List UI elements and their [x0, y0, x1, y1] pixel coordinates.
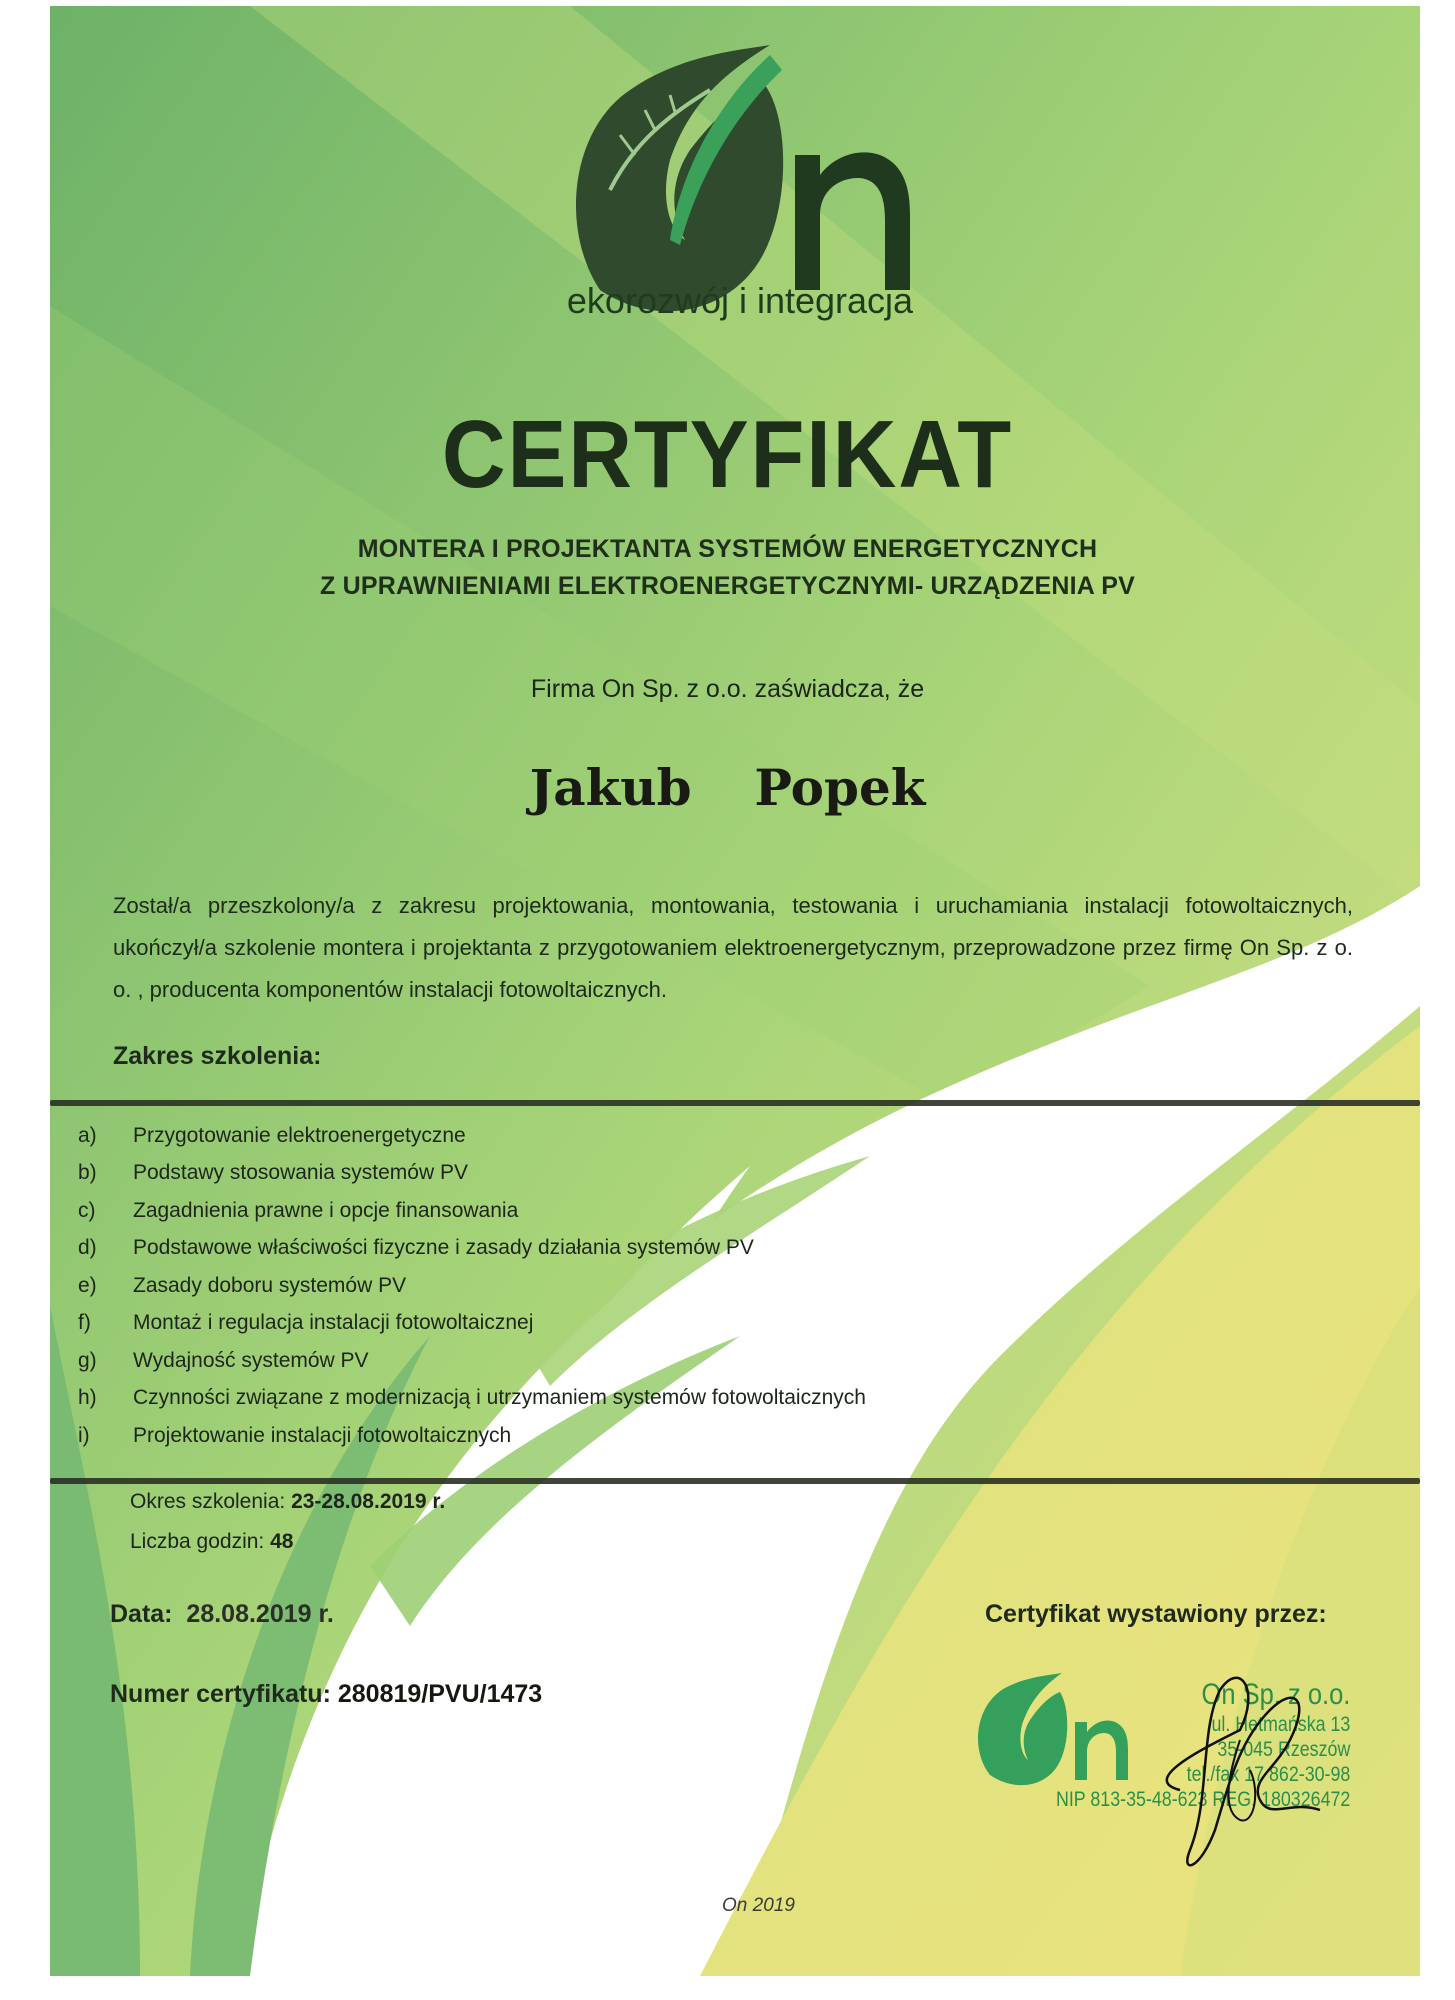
certificate-paragraph: Został/a przeszkolony/a z zakresu projektowania, montowania, testowania i uruchamiania instalacji fotowoltaicznych, ukończył/a szkolenie montera i projektanta z przygotowaniem elektroenergetycznym, przeprowadzone przez firmę On Sp. z o. o. , producenta komponentów instalacji fotowoltaicznych. — [113, 893, 1353, 1002]
scope-item-i — [78, 1417, 1178, 1455]
scope-item-e — [78, 1267, 1178, 1305]
divider-bottom — [50, 1478, 1420, 1484]
scope-item-text: Zagadnienia prawne i opcje finansowania — [133, 1198, 519, 1222]
scope-item-f — [78, 1305, 1178, 1343]
scope-item-h — [78, 1380, 1178, 1418]
certificate-number-label: Numer certyfikatu: — [110, 1680, 331, 1708]
issue-date-value: 28.08.2019 r. — [186, 1600, 334, 1628]
stamp-street: ul. Hetmańska 13 — [1211, 1713, 1350, 1736]
stamp-city: 35-045 Rzeszów — [1217, 1738, 1350, 1761]
scope-item-letter: i) — [78, 1423, 90, 1447]
scope-item-letter: h) — [78, 1386, 97, 1410]
scope-item-c — [78, 1192, 1178, 1230]
divider-top — [50, 1100, 1420, 1106]
intro-statement: Firma On Sp. z o.o. zaświadcza, że — [530, 675, 925, 703]
certificate-number-value: 280819/PVU/1473 — [337, 1680, 543, 1708]
scope-item-letter: f) — [78, 1311, 91, 1335]
scope-item-d — [78, 1230, 1178, 1268]
certificate-subtitle-line-2: Z UPRAWNIENIAMI ELEKTROENERGETYCZNYMI- URZĄDZENIA PV — [319, 572, 1136, 600]
certificate-number — [110, 1680, 542, 1709]
certificate-title: CERTYFIKAT — [441, 401, 1014, 508]
training-period-value: 23-28.08.2019 r. — [291, 1490, 446, 1513]
scope-item-b — [78, 1155, 1178, 1193]
training-hours-label: Liczba godzin: — [130, 1530, 265, 1553]
scope-item-text: Podstawowe właściwości fizyczne i zasady działania systemów PV — [133, 1236, 754, 1260]
scope-item-text: Wydajność systemów PV — [133, 1348, 369, 1372]
footer-text: On 2019 — [722, 1895, 795, 1916]
issue-date — [110, 1600, 334, 1629]
certificate-subtitle-line-1: MONTERA I PROJEKTANTA SYSTEMÓW ENERGETYCZNYCH — [357, 535, 1098, 563]
scope-item-a — [78, 1117, 1178, 1155]
company-stamp — [960, 1650, 1400, 1860]
training-hours-value: 48 — [270, 1530, 294, 1553]
training-hours — [130, 1530, 293, 1554]
scope-item-text: Zasady doboru systemów PV — [133, 1273, 407, 1297]
scope-item-text: Projektowanie instalacji fotowoltaicznych — [133, 1423, 512, 1447]
signature-icon — [1120, 1650, 1360, 1880]
scope-item-letter: a) — [78, 1123, 97, 1147]
scope-item-text: Montaż i regulacja instalacji fotowoltaicznej — [133, 1311, 534, 1335]
scope-item-text: Przygotowanie elektroenergetyczne — [133, 1123, 466, 1147]
stamp-company-name: On Sp. z o.o. — [1201, 1678, 1350, 1711]
issued-by-label: Certyfikat wystawiony przez: — [985, 1600, 1327, 1628]
scope-item-g — [78, 1342, 1178, 1380]
logo-tagline: ekorozwój i integracja — [566, 280, 914, 321]
issue-date-label: Data: — [110, 1600, 173, 1628]
training-period — [130, 1490, 445, 1514]
scope-item-letter: g) — [78, 1348, 97, 1372]
scope-item-text: Podstawy stosowania systemów PV — [133, 1161, 468, 1185]
scope-item-text: Czynności związane z modernizacją i utrzymaniem systemów fotowoltaicznych — [133, 1386, 866, 1410]
scope-item-letter: d) — [78, 1236, 97, 1260]
training-period-label: Okres szkolenia: — [130, 1490, 286, 1513]
recipient-name: Jakub Popek — [529, 758, 926, 817]
stamp-phone: tel./fax 17 862-30-98 — [1186, 1763, 1350, 1786]
scope-heading: Zakres szkolenia: — [113, 1042, 322, 1070]
scope-item-letter: c) — [78, 1198, 96, 1222]
scope-list — [78, 1117, 1178, 1455]
stamp-registry: NIP 813-35-48-623 REG. 180326472 — [1055, 1788, 1350, 1811]
scope-item-letter: b) — [78, 1161, 97, 1185]
scope-item-letter: e) — [78, 1273, 97, 1297]
